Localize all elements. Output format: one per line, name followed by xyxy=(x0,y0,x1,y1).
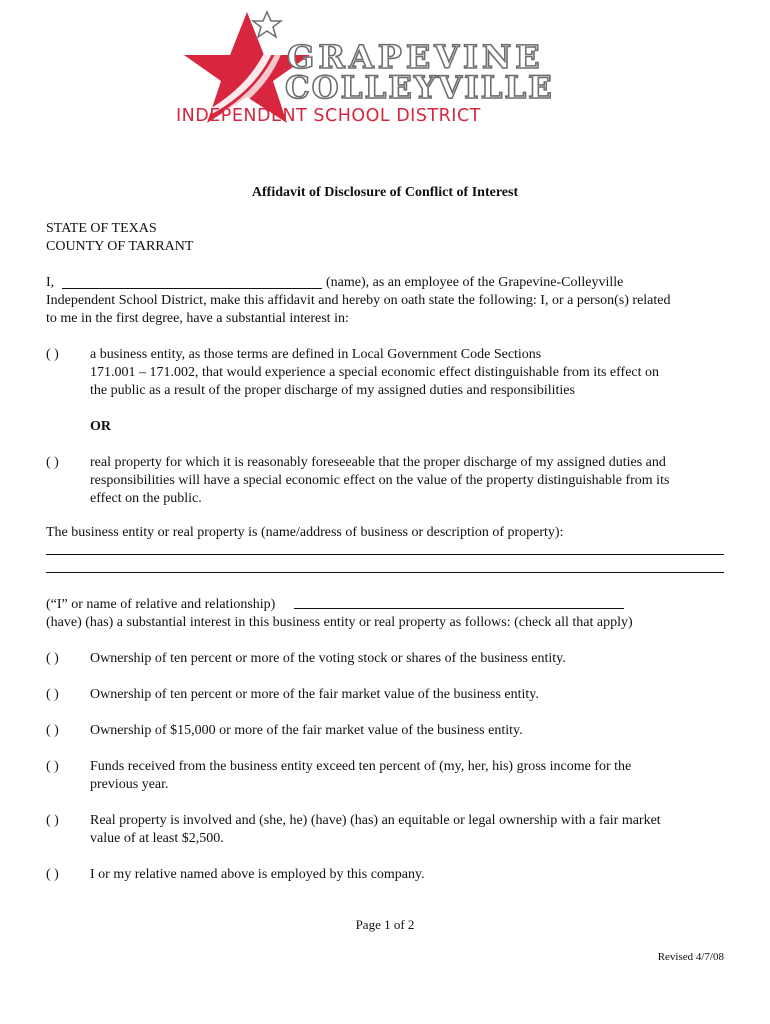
state-label: STATE OF TEXAS xyxy=(46,221,157,236)
check-item-text: Ownership of ten percent or more of the fair market value of the business entity. xyxy=(90,687,539,702)
intro-line2: Independent School District, make this affidavit and hereby on oath state the following: I, or a person(s) related xyxy=(46,293,671,308)
business-prompt: The business entity or real property is (name/address of business or description of property): xyxy=(46,525,564,540)
document-title: Affidavit of Disclosure of Conflict of Interest xyxy=(251,185,519,200)
option1-line: the public as a result of the proper discharge of my assigned duties and responsibilities xyxy=(90,383,575,398)
option-real-property xyxy=(90,454,730,508)
interest-prompt: (have) (has) a substantial interest in this business entity or real property as follows: (check all that apply) xyxy=(46,615,633,630)
business-entity-checkbox[interactable]: ( ) xyxy=(46,347,59,362)
option2-line: real property for which it is reasonably foreseeable that the proper discharge of my assigned duties and xyxy=(90,455,666,470)
check-item-text: I or my relative named above is employed by this company. xyxy=(90,867,425,882)
check-item-line: value of at least $2,500. xyxy=(90,831,224,846)
check-item-line: Real property is involved and (she, he) (have) (has) an equitable or legal ownership with a fair market xyxy=(90,813,661,828)
check-funds-received[interactable]: ( ) xyxy=(46,759,59,774)
intro-suffix: (name), as an employee of the Grapevine-Colleyville xyxy=(326,275,624,290)
check-item-text xyxy=(90,758,730,794)
option1-line: a business entity, as those terms are defined in Local Government Code Sections xyxy=(90,347,542,362)
check-item-text: Ownership of $15,000 or more of the fair market value of the business entity. xyxy=(90,723,523,738)
intro-prefix: I, xyxy=(46,275,55,290)
revised-date: Revised 4/7/08 xyxy=(657,951,724,963)
county-label: COUNTY OF TARRANT xyxy=(46,239,194,254)
logo-line2: COLLEYVILLE xyxy=(285,70,554,106)
relative-prompt: (“I” or name of relative and relationship) xyxy=(46,597,276,612)
option2-line: effect on the public. xyxy=(90,491,202,506)
check-item-line: Funds received from the business entity exceed ten percent of (my, her, his) gross income for the xyxy=(90,759,632,774)
check-market-value-15000[interactable]: ( ) xyxy=(46,723,59,738)
logo-line1: GRAPEVINE xyxy=(287,38,544,76)
business-field-line-1[interactable] xyxy=(46,554,724,555)
logo-line3: INDEPENDENT SCHOOL DISTRICT xyxy=(176,106,481,125)
business-field-line-2[interactable] xyxy=(46,572,724,573)
check-item-text: Ownership of ten percent or more of the voting stock or shares of the business entity. xyxy=(90,651,566,666)
check-voting-stock[interactable]: ( ) xyxy=(46,651,59,666)
or-label: OR xyxy=(90,419,111,434)
name-field[interactable] xyxy=(62,288,322,289)
check-real-property-ownership[interactable]: ( ) xyxy=(46,813,59,828)
real-property-checkbox[interactable]: ( ) xyxy=(46,455,59,470)
check-employed-by-company[interactable]: ( ) xyxy=(46,867,59,882)
check-item-line: previous year. xyxy=(90,777,169,792)
intro-line3: to me in the first degree, have a substantial interest in: xyxy=(46,311,349,326)
page-number: Page 1 of 2 xyxy=(355,917,415,932)
check-item-text xyxy=(90,812,730,848)
check-market-value-percent[interactable]: ( ) xyxy=(46,687,59,702)
option1-line: 171.001 – 171.002, that would experience a special economic effect distinguishable from its effect on xyxy=(90,365,660,380)
district-logo xyxy=(152,10,592,125)
option2-line: responsibilities will have a special economic effect on the value of the property distinguishable from its xyxy=(90,473,670,488)
relative-field[interactable] xyxy=(294,608,624,609)
option-business-entity xyxy=(90,346,730,400)
